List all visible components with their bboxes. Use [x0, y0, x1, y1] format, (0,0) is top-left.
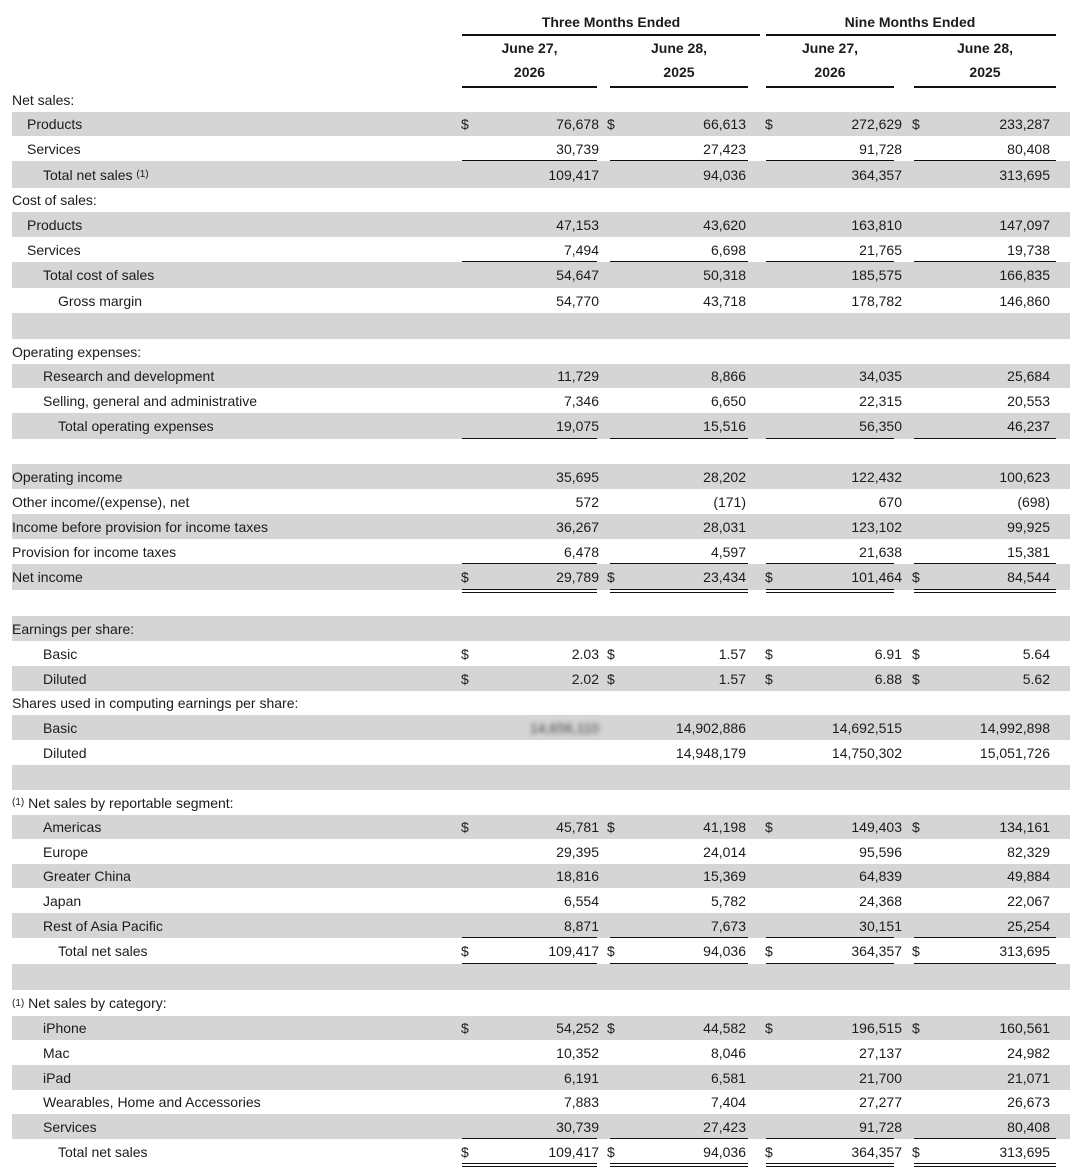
- row-label: [12, 990, 167, 1016]
- value-cell: 43,620: [703, 216, 746, 233]
- row-label-text: Services: [27, 140, 81, 157]
- row-label: [27, 237, 81, 262]
- value-cell: 45,781: [556, 819, 599, 835]
- value-cell: 572: [575, 493, 599, 510]
- row-label: [58, 938, 148, 964]
- row-label: [12, 790, 234, 815]
- value-cell: 20,553: [1007, 392, 1050, 409]
- value-cell: 14,656,110: [529, 719, 599, 736]
- nine-months-rule: [766, 34, 1056, 36]
- row-label: [43, 666, 87, 691]
- table-row: [12, 864, 1070, 888]
- currency-symbol: $: [461, 943, 469, 959]
- row-label-text: Total net sales: [43, 166, 133, 183]
- table-row: [12, 590, 1070, 616]
- currency-symbol: $: [912, 670, 920, 687]
- value-cell: 28,031: [703, 518, 746, 535]
- value-cell: 19,738: [1007, 241, 1050, 258]
- value-cell: 36,267: [556, 518, 599, 535]
- currency-symbol: $: [461, 670, 469, 687]
- row-label: [43, 1065, 71, 1090]
- row-label-text: Income before provision for income taxes: [12, 518, 269, 535]
- value-cell: 6,554: [563, 892, 599, 909]
- value-cell: 18,816: [556, 868, 599, 884]
- value-cell: 7,673: [710, 917, 746, 934]
- row-label: [12, 616, 134, 641]
- value-cell: 2.02: [571, 670, 599, 687]
- row-label: [12, 691, 298, 715]
- row-label: [12, 339, 141, 364]
- row-label-text: Other income/(expense), net: [12, 493, 190, 510]
- value-cell: 35,695: [556, 468, 599, 485]
- table-row: [12, 136, 1070, 161]
- row-label: [12, 87, 74, 112]
- currency-symbol: $: [607, 645, 615, 662]
- value-cell: 178,782: [851, 292, 902, 309]
- row-label-text: Provision for income taxes: [12, 543, 177, 560]
- value-cell: 14,948,179: [675, 744, 746, 761]
- nine-months-heading: Nine Months Ended: [844, 14, 976, 30]
- value-cell: 94,036: [703, 166, 746, 183]
- value-cell: 99,925: [1007, 518, 1050, 535]
- row-label-text: Cost of sales:: [12, 192, 97, 208]
- row-label-text: Total cost of sales: [43, 267, 155, 283]
- currency-symbol: $: [765, 1143, 773, 1160]
- value-cell: 44,582: [703, 1020, 746, 1036]
- col3-month: June 27,: [801, 40, 859, 56]
- value-cell: 7,883: [563, 1094, 599, 1110]
- row-label-text: Diluted: [43, 670, 87, 687]
- table-row: [12, 815, 1070, 839]
- row-label: [12, 188, 97, 212]
- value-cell: 82,329: [1007, 843, 1050, 860]
- value-cell: 5.62: [1022, 670, 1050, 687]
- three-months-heading: Three Months Ended: [541, 14, 681, 30]
- col3-year: 2026: [814, 64, 846, 80]
- value-cell: 10,352: [556, 1044, 599, 1061]
- value-cell: 101,464: [851, 569, 902, 585]
- row-label-text: Mac: [43, 1044, 70, 1061]
- value-cell: 8,871: [563, 917, 599, 934]
- row-label-text: Products: [27, 216, 83, 233]
- table-row: [12, 237, 1070, 262]
- table-row: [12, 888, 1070, 913]
- value-cell: 364,357: [851, 1143, 902, 1160]
- currency-symbol: $: [912, 116, 920, 132]
- table-row: [12, 715, 1070, 740]
- currency-symbol: $: [607, 943, 615, 959]
- row-label-text: Wearables, Home and Accessories: [43, 1094, 261, 1110]
- col4-month: June 28,: [956, 40, 1014, 56]
- table-row: [12, 514, 1070, 539]
- value-cell: 147,097: [999, 216, 1050, 233]
- value-cell: 670: [878, 493, 902, 510]
- row-label: [43, 641, 77, 666]
- col1-month: June 27,: [501, 40, 558, 56]
- value-cell: 94,036: [703, 943, 746, 959]
- row-label-text: Research and development: [43, 368, 215, 384]
- row-label: [27, 112, 82, 136]
- value-cell: 30,739: [556, 1118, 599, 1135]
- row-label: [12, 464, 123, 489]
- row-label-text: Products: [27, 116, 83, 132]
- row-label-text: Rest of Asia Pacific: [43, 917, 163, 934]
- currency-symbol: $: [607, 569, 615, 585]
- value-cell: 5.64: [1022, 645, 1050, 662]
- row-label-text: Greater China: [43, 868, 131, 884]
- row-label: [12, 564, 83, 590]
- row-label: [43, 839, 88, 864]
- table-row: [12, 616, 1070, 641]
- value-cell: 27,423: [703, 1118, 746, 1135]
- row-label: [12, 489, 189, 514]
- currency-symbol: $: [912, 943, 920, 959]
- row-label: [12, 539, 176, 564]
- value-cell: 22,315: [859, 392, 902, 409]
- value-cell: 27,423: [703, 140, 746, 157]
- value-cell: 46,237: [1007, 418, 1050, 434]
- col1-year: 2026: [513, 64, 546, 80]
- table-row: [12, 339, 1070, 364]
- table-row: [12, 87, 1070, 112]
- value-cell: 233,287: [999, 116, 1050, 132]
- double-underline: [766, 1163, 894, 1167]
- row-label-text: iPad: [43, 1069, 72, 1086]
- value-cell: 25,254: [1007, 917, 1050, 934]
- value-cell: 1.57: [718, 670, 746, 687]
- currency-symbol: $: [461, 116, 469, 132]
- footnote-marker: (1): [12, 797, 25, 808]
- table-row: [12, 288, 1070, 313]
- row-label: [27, 212, 82, 237]
- value-cell: 76,678: [556, 116, 599, 132]
- double-underline: [914, 1163, 1056, 1167]
- value-cell: 26,673: [1007, 1094, 1050, 1110]
- row-label: [43, 388, 257, 413]
- value-cell: 22,067: [1007, 892, 1050, 909]
- value-cell: 15,369: [703, 868, 746, 884]
- table-row: [12, 964, 1070, 990]
- row-label-text: Diluted: [43, 744, 87, 761]
- currency-symbol: $: [607, 116, 615, 132]
- row-label: [43, 262, 154, 288]
- table-row: [12, 1090, 1070, 1114]
- currency-symbol: $: [912, 569, 920, 585]
- table-row: [12, 388, 1070, 413]
- table-row: [12, 765, 1070, 790]
- value-cell: 14,902,886: [675, 719, 746, 736]
- table-row: [12, 740, 1070, 765]
- table-row: [12, 188, 1070, 212]
- value-cell: 34,035: [859, 368, 902, 384]
- row-label-text: Basic: [43, 645, 78, 662]
- row-label: [43, 864, 131, 888]
- row-label: [43, 364, 214, 388]
- table-row: [12, 1040, 1070, 1065]
- col2-year: 2025: [663, 64, 695, 80]
- row-label-text: Japan: [43, 892, 82, 909]
- currency-symbol: $: [461, 645, 469, 662]
- value-cell: 313,695: [999, 943, 1050, 959]
- value-cell: 109,417: [548, 166, 599, 183]
- value-cell: 30,739: [556, 140, 599, 157]
- value-cell: 5,782: [710, 892, 746, 909]
- value-cell: 21,071: [1007, 1069, 1050, 1086]
- value-cell: 24,014: [703, 843, 746, 860]
- row-label: [43, 161, 149, 188]
- currency-symbol: $: [461, 569, 469, 585]
- row-label: [43, 1114, 97, 1139]
- value-cell: 134,161: [999, 819, 1050, 835]
- table-row: [12, 313, 1070, 339]
- value-cell: 196,515: [851, 1020, 902, 1036]
- value-cell: 122,432: [851, 468, 902, 485]
- table-row: [12, 439, 1070, 464]
- footnote-marker: (1): [136, 169, 149, 180]
- currency-symbol: $: [765, 943, 773, 959]
- currency-symbol: $: [607, 1020, 615, 1036]
- row-label-text: Europe: [43, 843, 89, 860]
- value-cell: 109,417: [548, 943, 599, 959]
- value-cell: 50,318: [703, 267, 746, 283]
- value-cell: 66,613: [703, 116, 746, 132]
- value-cell: 364,357: [851, 166, 902, 183]
- currency-symbol: $: [765, 569, 773, 585]
- row-label-text: Total net sales: [58, 943, 148, 959]
- currency-symbol: $: [912, 1143, 920, 1160]
- value-cell: 146,860: [999, 292, 1050, 309]
- table-row: [12, 161, 1070, 188]
- table-row: [12, 1016, 1070, 1040]
- value-cell: 163,810: [851, 216, 902, 233]
- value-cell: 6,191: [563, 1069, 599, 1086]
- row-label: [12, 514, 268, 539]
- value-cell: 6,581: [710, 1069, 746, 1086]
- value-cell: 15,516: [703, 418, 746, 434]
- table-row: [12, 112, 1070, 136]
- table-row: [12, 1139, 1070, 1164]
- value-cell: 272,629: [851, 116, 902, 132]
- currency-symbol: $: [607, 670, 615, 687]
- value-cell: 27,277: [859, 1094, 902, 1110]
- table-row: [12, 564, 1070, 590]
- row-label-text: Earnings per share:: [12, 620, 135, 637]
- table-row: [12, 262, 1070, 288]
- value-cell: 29,395: [556, 843, 599, 860]
- value-cell: 47,153: [556, 216, 599, 233]
- currency-symbol: $: [607, 819, 615, 835]
- value-cell: 24,368: [859, 892, 902, 909]
- row-label-text: iPhone: [43, 1020, 87, 1036]
- currency-symbol: $: [765, 645, 773, 662]
- value-cell: 364,357: [851, 943, 902, 959]
- value-cell: 313,695: [999, 1143, 1050, 1160]
- table-row: [12, 212, 1070, 237]
- table-row: [12, 666, 1070, 691]
- row-label: [43, 913, 163, 938]
- value-cell: 43,718: [703, 292, 746, 309]
- value-cell: 64,839: [859, 868, 902, 884]
- row-label: [43, 815, 101, 839]
- value-cell: 6,698: [710, 241, 746, 258]
- row-label-text: Total net sales: [58, 1143, 148, 1160]
- row-label: [43, 888, 81, 913]
- value-cell: 30,151: [859, 917, 902, 934]
- row-label: [58, 1139, 148, 1164]
- row-label: [58, 413, 214, 439]
- value-cell: 21,700: [859, 1069, 902, 1086]
- value-cell: 91,728: [859, 140, 902, 157]
- value-cell: 8,866: [710, 368, 746, 384]
- value-cell: 8,046: [710, 1044, 746, 1061]
- value-cell: 15,381: [1007, 543, 1050, 560]
- row-label-text: Net sales:: [12, 91, 75, 108]
- table-row: [12, 691, 1070, 715]
- value-cell: 27,137: [859, 1044, 902, 1061]
- value-cell: 49,884: [1007, 868, 1050, 884]
- row-label: [58, 288, 142, 313]
- row-label: [43, 1090, 261, 1114]
- three-months-rule: [462, 34, 760, 36]
- value-cell: 21,765: [859, 241, 902, 258]
- row-label-text: Shares used in computing earnings per share:: [12, 695, 299, 711]
- double-underline: [610, 1163, 748, 1167]
- currency-symbol: $: [461, 819, 469, 835]
- value-cell: 25,684: [1007, 368, 1050, 384]
- value-cell: 2.03: [571, 645, 599, 662]
- table-row: [12, 913, 1070, 938]
- value-cell: 28,202: [703, 468, 746, 485]
- row-label: [43, 715, 77, 740]
- value-cell: 15,051,726: [979, 744, 1050, 761]
- value-cell: 14,992,898: [979, 719, 1050, 736]
- value-cell: 6,478: [563, 543, 599, 560]
- currency-symbol: $: [765, 116, 773, 132]
- value-cell: 84,544: [1007, 569, 1050, 585]
- row-label-text: Total operating expenses: [58, 418, 214, 434]
- value-cell: 109,417: [548, 1143, 599, 1160]
- row-label-text: Operating income: [12, 468, 123, 485]
- value-cell: 24,982: [1007, 1044, 1050, 1061]
- row-label-text: Services: [27, 241, 81, 258]
- currency-symbol: $: [912, 1020, 920, 1036]
- currency-symbol: $: [461, 1143, 469, 1160]
- table-row: [12, 364, 1070, 388]
- value-cell: [489, 740, 599, 765]
- row-label-text: Net sales by reportable segment:: [28, 794, 234, 811]
- value-cell: 166,835: [999, 267, 1050, 283]
- currency-symbol: $: [765, 670, 773, 687]
- value-cell: 6,650: [710, 392, 746, 409]
- value-cell: 94,036: [703, 1143, 746, 1160]
- value-cell: 7,404: [710, 1094, 746, 1110]
- value-cell: 313,695: [999, 166, 1050, 183]
- currency-symbol: $: [912, 819, 920, 835]
- value-cell: 149,403: [851, 819, 902, 835]
- value-cell: 7,346: [563, 392, 599, 409]
- col4-year: 2025: [969, 64, 1001, 80]
- value-cell: 14,692,515: [831, 719, 902, 736]
- value-cell: 185,575: [851, 267, 902, 283]
- value-cell: 54,770: [556, 292, 599, 309]
- value-cell: 123,102: [851, 518, 902, 535]
- value-cell: 56,350: [859, 418, 902, 434]
- value-cell: 21,638: [859, 543, 902, 560]
- value-cell: 95,596: [859, 843, 902, 860]
- row-label-text: Net income: [12, 569, 83, 585]
- row-label: [43, 1040, 69, 1065]
- col2-month: June 28,: [650, 40, 708, 56]
- value-cell: 11,729: [557, 368, 599, 384]
- row-label: [43, 740, 87, 765]
- table-row: [12, 489, 1070, 514]
- table-row: [12, 1114, 1070, 1139]
- currency-symbol: $: [765, 819, 773, 835]
- row-label-text: Gross margin: [58, 292, 143, 309]
- value-cell: 7,494: [563, 241, 599, 258]
- row-label-text: Net sales by category:: [28, 995, 167, 1011]
- value-cell: 19,075: [556, 418, 599, 434]
- table-row: [12, 539, 1070, 564]
- currency-symbol: $: [607, 1143, 615, 1160]
- value-cell: 100,623: [999, 468, 1050, 485]
- row-label-text: Americas: [43, 819, 102, 835]
- row-label-text: Basic: [43, 719, 78, 736]
- row-label-text: Operating expenses:: [12, 343, 142, 360]
- row-label-text: Selling, general and administrative: [43, 392, 258, 409]
- table-row: [12, 790, 1070, 815]
- row-label: [27, 136, 81, 161]
- value-cell: 160,561: [999, 1020, 1050, 1036]
- value-cell: (698): [1017, 493, 1050, 510]
- table-row: [12, 641, 1070, 666]
- row-label-text: Services: [43, 1118, 97, 1135]
- table-row: [12, 839, 1070, 864]
- value-cell: 4,597: [710, 543, 746, 560]
- value-cell: 41,198: [703, 819, 746, 835]
- currency-symbol: $: [765, 1020, 773, 1036]
- value-cell: 6.91: [874, 645, 902, 662]
- table-row: [12, 413, 1070, 439]
- value-cell: 14,750,302: [831, 744, 902, 761]
- currency-symbol: $: [912, 645, 920, 662]
- value-cell: 80,408: [1007, 140, 1050, 157]
- value-cell: 54,252: [556, 1020, 599, 1036]
- double-underline: [462, 1163, 597, 1167]
- table-row: [12, 1065, 1070, 1090]
- value-cell: 1.57: [718, 645, 746, 662]
- value-cell: 91,728: [859, 1118, 902, 1135]
- table-row: [12, 938, 1070, 964]
- table-row: [12, 464, 1070, 489]
- value-cell: 29,789: [556, 569, 599, 585]
- row-label: [43, 1016, 87, 1040]
- table-row: [12, 990, 1070, 1016]
- value-cell: (171): [713, 493, 746, 510]
- footnote-marker: (1): [12, 997, 25, 1009]
- value-cell: 54,647: [556, 267, 599, 283]
- value-cell: 6.88: [874, 670, 902, 687]
- value-cell: 23,434: [703, 569, 746, 585]
- currency-symbol: $: [461, 1020, 469, 1036]
- value-cell: 80,408: [1007, 1118, 1050, 1135]
